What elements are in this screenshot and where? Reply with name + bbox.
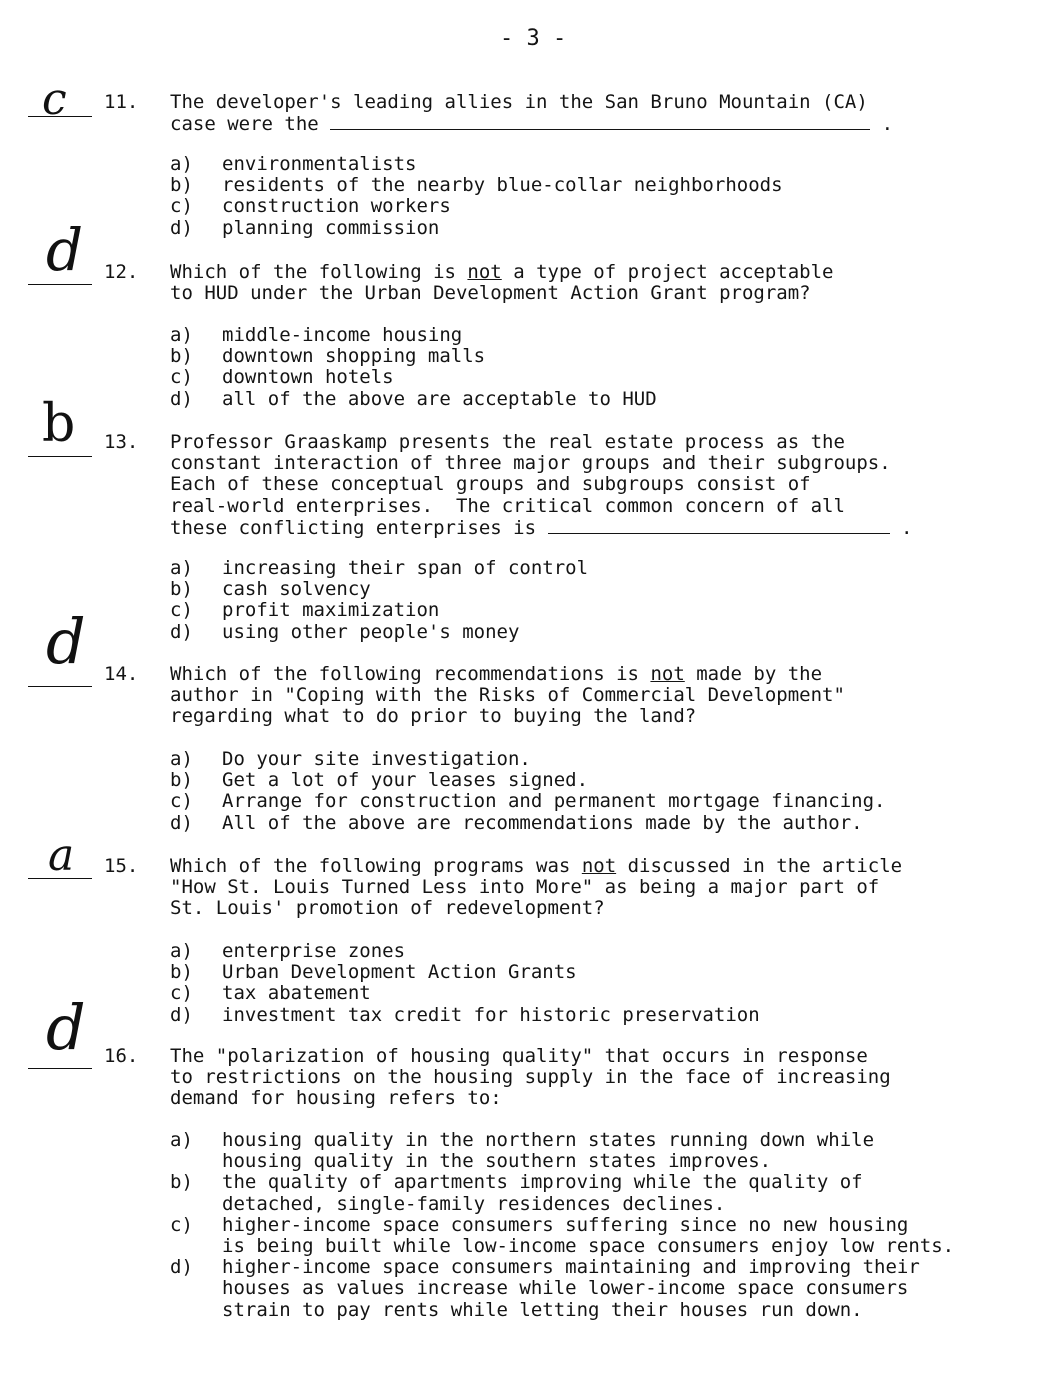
answer-line xyxy=(28,456,92,457)
option-d: d) investment tax credit for historic preservation xyxy=(170,1003,760,1026)
option-list xyxy=(170,749,1050,834)
option-d: d) using other people's money xyxy=(170,620,520,643)
handwritten-answer: a xyxy=(48,830,75,881)
question-number: 13. xyxy=(104,431,139,453)
answer-line xyxy=(28,1068,92,1069)
option-b: b) Urban Development Action Grants xyxy=(170,961,577,984)
option-d: d) higher-income space consumers maintaining and improving their houses as values increase while lower-income space consumers strain to pay rents while letting their houses run down. xyxy=(170,1256,920,1321)
question-number: 12. xyxy=(104,261,139,283)
question-number: 14. xyxy=(104,663,139,685)
question-number: 11. xyxy=(104,91,139,113)
option-c: c) higher-income space consumers suffering since no new housing is being built while low-income space consumers enjoy low rents. xyxy=(170,1213,955,1258)
option-b: b) cash solvency xyxy=(170,578,371,601)
option-list xyxy=(170,325,1050,410)
question-stem: The "polarization of housing quality" that occurs in response to restrictions on the housing supply in the face of increasing demand for housing refers to: xyxy=(170,1045,891,1110)
handwritten-answer: d xyxy=(46,991,86,1064)
option-a: a) housing quality in the northern states running down while housing quality in the southern states improves. xyxy=(170,1129,875,1173)
option-d: d) All of the above are recommendations made by the author. xyxy=(170,811,863,834)
option-b: b) downtown shopping malls xyxy=(170,345,486,368)
answer-line xyxy=(28,686,92,687)
answer-line xyxy=(28,878,92,879)
answer-line xyxy=(28,284,92,285)
handwritten-answer: c xyxy=(42,74,67,125)
question-stem: Which of the following is not a type of project acceptable to HUD under the Urban Development Action Grant program? xyxy=(170,261,834,305)
option-a: a) increasing their span of control xyxy=(170,557,589,579)
option-list xyxy=(170,1130,1050,1321)
option-a: a) Do your site investigation. xyxy=(170,748,531,770)
option-a: a) middle-income housing xyxy=(170,324,463,346)
option-a: a) enterprise zones xyxy=(170,940,406,962)
question-stem: Which of the following recommendations is not made by the author in "Coping with the Risks of Commercial Development" regarding what to do prior to buying the land? xyxy=(170,663,845,728)
option-d: d) planning commission xyxy=(170,216,440,239)
question-number: 16. xyxy=(104,1045,139,1067)
handwritten-answer: d xyxy=(46,605,86,678)
option-c: c) downtown hotels xyxy=(170,366,394,389)
handwritten-answer: b xyxy=(42,394,76,454)
fill-in-blank xyxy=(330,113,870,130)
page-number: - 3 - xyxy=(500,26,567,51)
question-number: 15. xyxy=(104,855,139,877)
option-list xyxy=(170,558,1050,643)
option-b: b) the quality of apartments improving while the quality of detached, single-family residences declines. xyxy=(170,1171,863,1215)
question-stem: Professor Graaskamp presents the real estate process as the constant interaction of three major groups and their subgroups. Each of these conceptual groups and subgroups consist of real-world enterprises. The critical common concern of all these conflicting enterprises is . xyxy=(170,431,913,539)
option-b: b) residents of the nearby blue-collar neighborhoods xyxy=(170,174,783,197)
option-c: c) construction workers xyxy=(170,195,451,218)
option-list xyxy=(170,154,1050,239)
option-c: c) Arrange for construction and permanent mortgage financing. xyxy=(170,790,886,813)
answer-line xyxy=(28,116,92,117)
question-stem: The developer's leading allies in the San Bruno Mountain (CA) case were the . xyxy=(170,91,894,136)
option-b: b) Get a lot of your leases signed. xyxy=(170,769,589,792)
fill-in-blank xyxy=(548,517,890,534)
question-stem: Which of the following programs was not discussed in the article "How St. Louis Turned Less into More" as being a major part of St. Louis' promotion of redevelopment? xyxy=(170,855,903,920)
option-list xyxy=(170,941,1050,1026)
option-d: d) all of the above are acceptable to HUD xyxy=(170,387,657,410)
option-c: c) profit maximization xyxy=(170,599,440,622)
option-a: a) environmentalists xyxy=(170,153,417,175)
handwritten-answer: d xyxy=(46,216,84,284)
option-c: c) tax abatement xyxy=(170,982,371,1005)
